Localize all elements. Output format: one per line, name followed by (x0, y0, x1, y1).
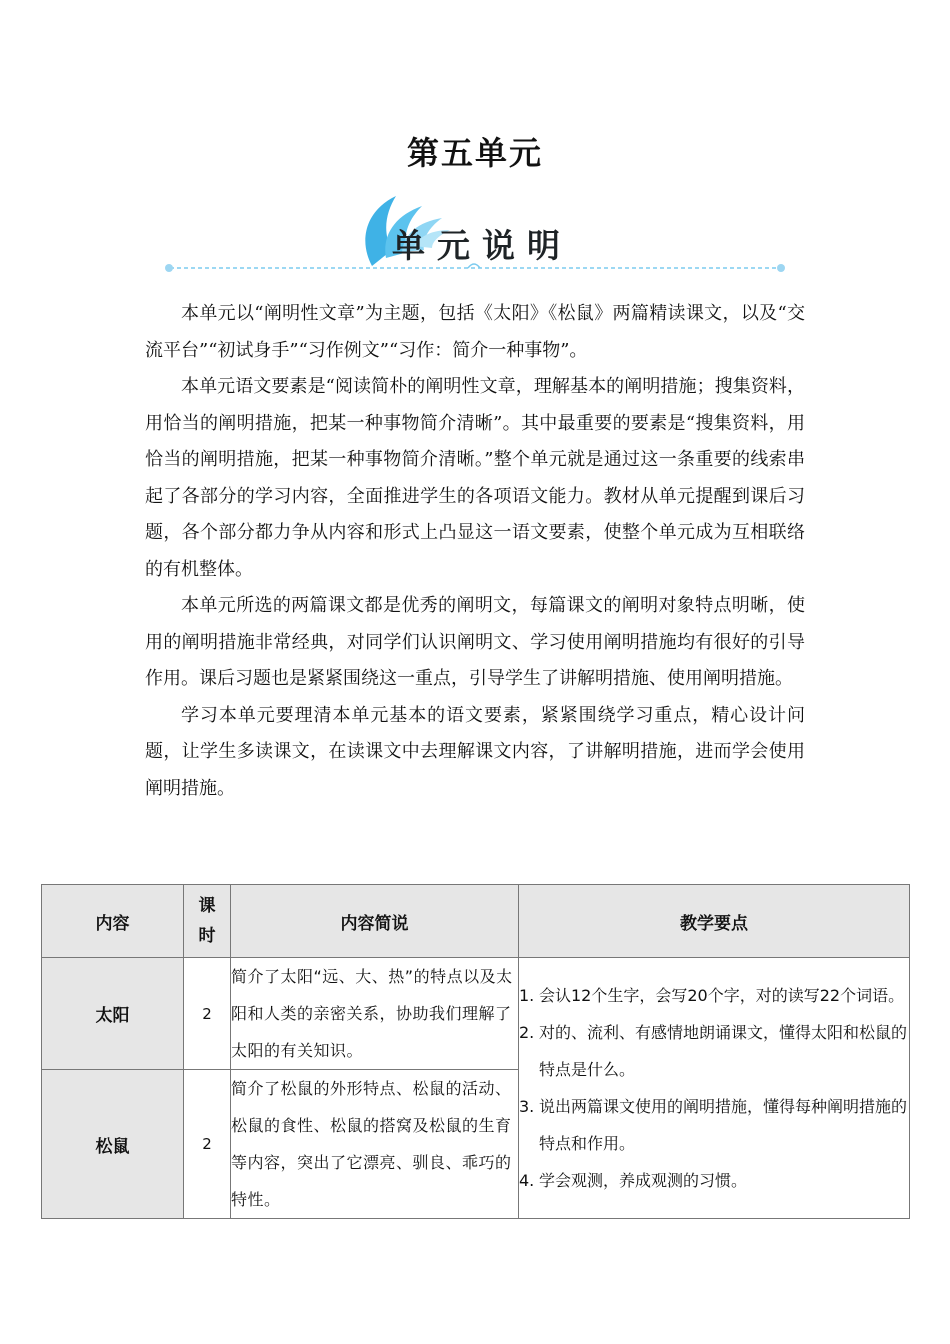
paragraph: 本单元语文要素是“阅读简朴的阐明性文章，理解基本的阐明措施；搜集资料，用恰当的阐明措施，把某一种事物简介清晰”。其中最重要的要素是“搜集资料，用恰当的阐明措施，把某一种事物简介清晰。”整个单元就是通过这一条重要的线索串起了各部分的学习内容，全面推进学生的各项语文能力。教材从单元提醒到课后习题，各个部分都力争从内容和形式上凸显这一语文要素，使整个单元成为互相联络的有机整体。 (145, 376, 805, 580)
key-points-list (519, 977, 909, 1199)
table-row (42, 958, 910, 1070)
row-summary: 简介了松鼠的外形特点、松鼠的活动、松鼠的食性、松鼠的搭窝及松鼠的生育等内容，突出了它漂亮、驯良、乖巧的特性。 (231, 1070, 519, 1219)
page-title: 第五单元 (406, 134, 543, 172)
row-hours: 2 (184, 958, 231, 1070)
list-item: 2. 对的、流利、有感情地朗诵课文，懂得太阳和松鼠的特点是什么。 (519, 1023, 908, 1079)
header-hours-top: 课 (198, 896, 216, 916)
row-summary: 简介了太阳“远、大、热”的特点以及太阳和人类的亲密关系，协助我们理解了太阳的有关知识。 (231, 958, 519, 1070)
row-content: 松鼠 (42, 1070, 184, 1219)
list-item: 1. 会认12个生字，会写20个字，对的读写22个词语。 (519, 986, 905, 1005)
paragraph: 本单元以“阐明性文章”为主题，包括《太阳》《松鼠》两篇精读课文，以及“交流平台”“初试身手”“习作例文”“习作：简介一种事物”。 (145, 303, 805, 361)
paragraph: 本单元所选的两篇课文都是优秀的阐明文，每篇课文的阐明对象特点明晰，使用的阐明措施非常经典，对同学们认识阐明文、学习使用阐明措施均有很好的引导作用。课后习题也是紧紧围绕这一重点，引导学生了讲解明措施、使用阐明措施。 (145, 595, 805, 689)
divider-dot-right (777, 264, 785, 272)
header-hours (184, 885, 231, 958)
list-item: 3. 说出两篇课文使用的阐明措施，懂得每种阐明措施的特点和作用。 (519, 1097, 908, 1153)
paragraph: 学习本单元要理清本单元基本的语文要素，紧紧围绕学习重点，精心设计问题，让学生多读课文，在读课文中去理解课文内容，了讲解明措施，进而学会使用阐明措施。 (145, 704, 805, 799)
section-banner-label: 单元说明 (392, 226, 572, 265)
key-points-cell (519, 958, 910, 1219)
header-hours-bottom: 时 (198, 926, 216, 946)
row-hours: 2 (184, 1070, 231, 1219)
divider-dot-left (165, 264, 173, 272)
header-content: 内容 (42, 885, 184, 958)
row-content: 太阳 (42, 958, 184, 1070)
header-key-points: 教学要点 (519, 885, 910, 958)
lesson-plan-table (41, 884, 910, 1219)
header-summary: 内容简说 (231, 885, 519, 958)
unit-description (145, 296, 805, 807)
list-item: 4. 学会观测，养成观测的习惯。 (519, 1171, 748, 1190)
table-header-row (42, 885, 910, 958)
